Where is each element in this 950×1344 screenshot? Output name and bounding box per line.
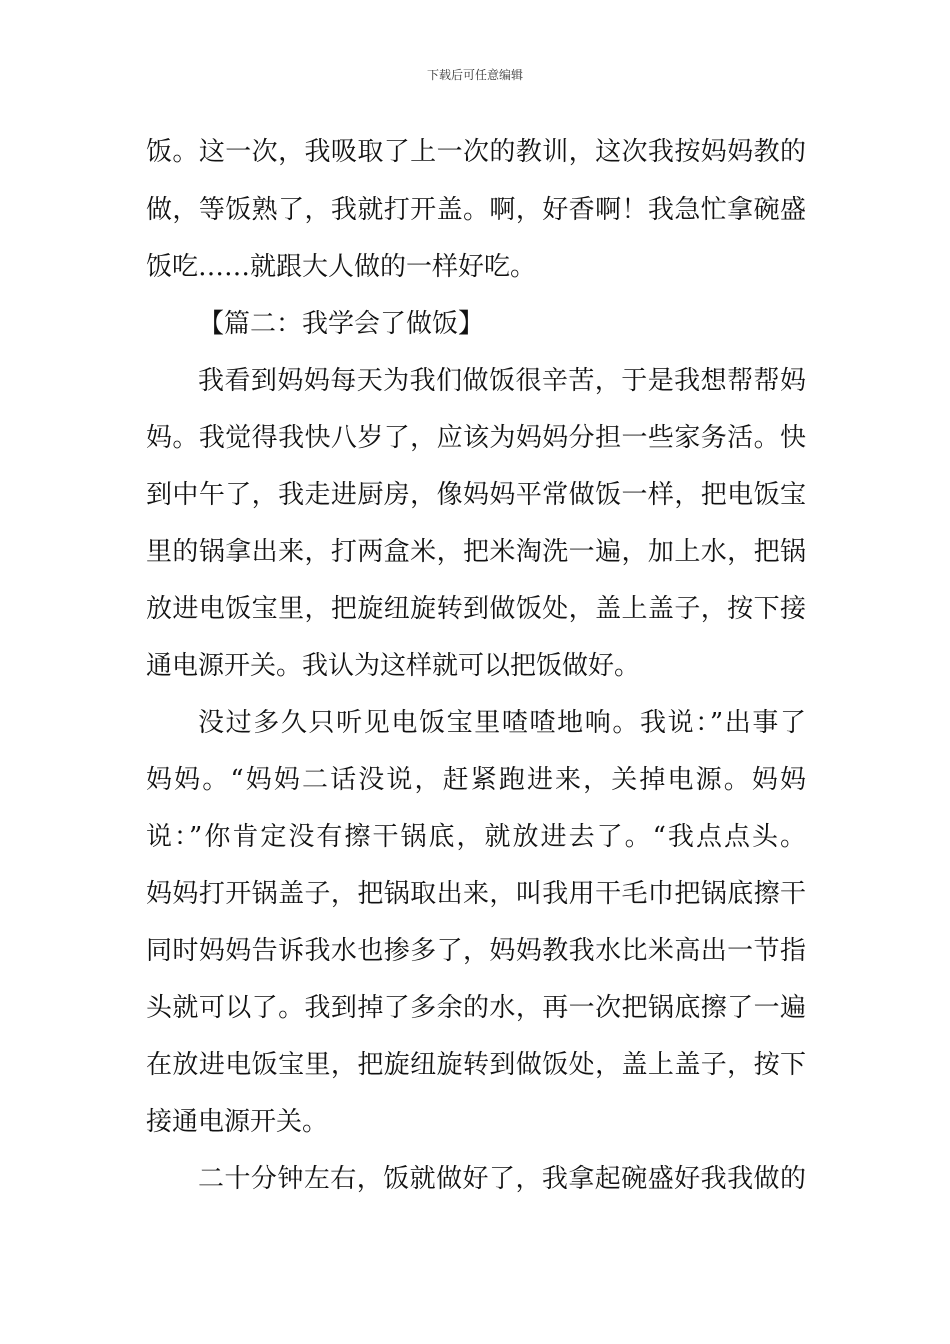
text-line: 里的锅拿出来，打两盒米，把米淘洗一遍，加上水，把锅 xyxy=(146,537,806,567)
text-line: 通电源开关。我认为这样就可以把饭做好。 xyxy=(146,651,641,681)
page-header: 下载后可任意编辑 xyxy=(426,68,523,82)
section-heading: 【篇二：我学会了做饭】 xyxy=(198,309,485,339)
text-line: 在放进电饭宝里，把旋纽旋转到做饭处，盖上盖子，按下 xyxy=(146,1050,806,1080)
text-line: 妈。我觉得我快八岁了，应该为妈妈分担一些家务活。快 xyxy=(146,423,806,453)
text-line: 没过多久只听见电饭宝里喳喳地响。我说：”出事了 xyxy=(198,708,806,738)
text-line: 饭吃……就跟大人做的一样好吃。 xyxy=(146,252,537,282)
text-line: 放进电饭宝里，把旋纽旋转到做饭处，盖上盖子，按下接 xyxy=(146,594,806,624)
text-line: 饭。这一次，我吸取了上一次的教训，这次我按妈妈教的 xyxy=(146,137,806,167)
text-line: 到中午了，我走进厨房，像妈妈平常做饭一样，把电饭宝 xyxy=(146,480,806,510)
text-line: 接通电源开关。 xyxy=(146,1107,329,1137)
text-line: 头就可以了。我到掉了多余的水，再一次把锅底擦了一遍 xyxy=(146,993,806,1023)
text-line: 说：”你肯定没有擦干锅底，就放进去了。“我点点头。 xyxy=(146,822,806,852)
text-line: 我看到妈妈每天为我们做饭很辛苦，于是我想帮帮妈 xyxy=(198,366,806,396)
text-line: 妈妈打开锅盖子，把锅取出来，叫我用干毛巾把锅底擦干 xyxy=(146,879,806,909)
text-line: 同时妈妈告诉我水也掺多了，妈妈教我水比米高出一节指 xyxy=(146,936,806,966)
text-line: 妈妈。“妈妈二话没说，赶紧跑进来，关掉电源。妈妈 xyxy=(146,765,806,795)
text-line: 做，等饭熟了，我就打开盖。啊，好香啊！我急忙拿碗盛 xyxy=(146,195,806,225)
text-line: 二十分钟左右，饭就做好了，我拿起碗盛好我我做的 xyxy=(198,1164,806,1194)
